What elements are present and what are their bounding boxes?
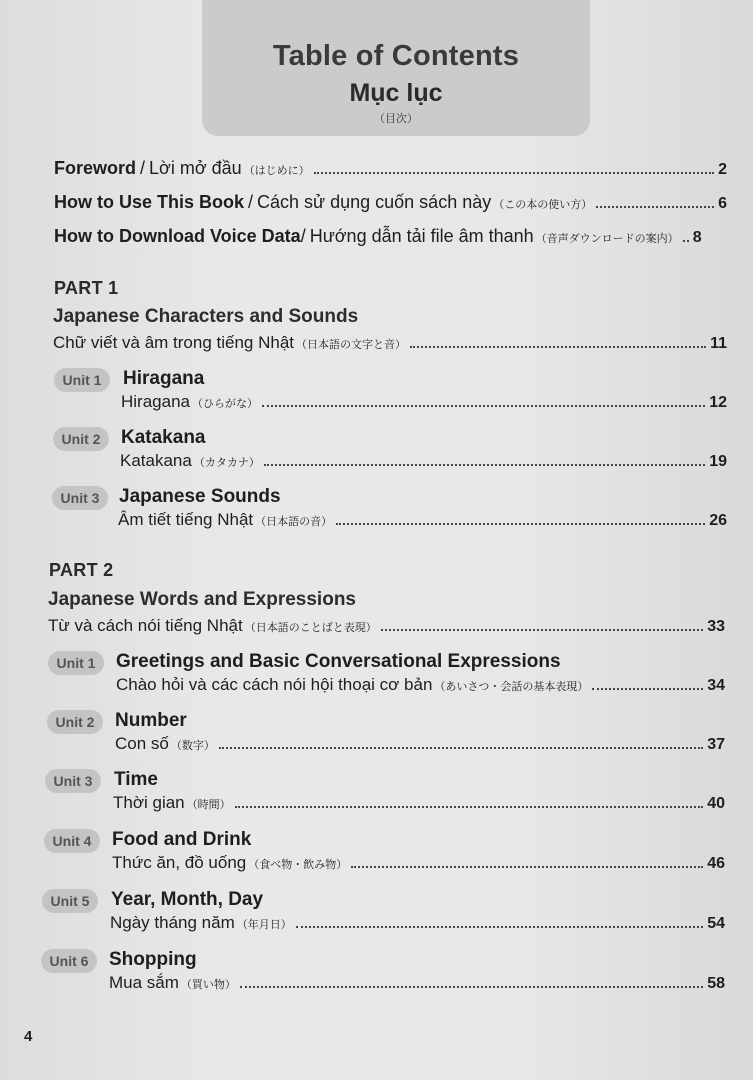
entry-page-number: 8 — [692, 229, 702, 246]
part-label: PART 2 — [49, 560, 114, 580]
dot-leader — [240, 985, 703, 988]
entry-title-vi: Từ và cách nói tiếng Nhật — [48, 616, 243, 635]
toc-entry-foreword[interactable] — [54, 158, 727, 179]
unit-title: Japanese Sounds — [119, 486, 281, 507]
entry-page-number: 58 — [707, 975, 725, 992]
toc-entry-unit[interactable] — [118, 510, 727, 530]
entry-page-number: 40 — [707, 795, 725, 812]
entry-title-vi: Ngày tháng năm — [110, 913, 235, 932]
entry-title-en: How to Download Voice Data — [54, 226, 301, 246]
page-number: 4 — [24, 1028, 33, 1045]
entry-title-ja: （年月日） — [236, 919, 292, 931]
unit-title: Time — [114, 769, 159, 790]
unit-title: Katakana — [121, 427, 206, 448]
dot-leader — [596, 205, 714, 208]
entry-title-vi: Chào hỏi và các cách nói hội thoại cơ bản — [116, 675, 433, 694]
entry-title-vi: Con số — [115, 734, 169, 753]
dot-leader — [592, 687, 703, 690]
entry-title-vi: Hướng dẫn tải file âm thanh — [309, 226, 534, 246]
toc-entry-unit[interactable] — [109, 973, 725, 993]
entry-page-number: 34 — [707, 677, 725, 694]
entry-title-ja: （この本の使い方） — [493, 199, 593, 211]
entry-page-number: 12 — [709, 394, 727, 411]
entry-page-number: 26 — [709, 512, 727, 529]
entry-title-ja: （日本語の文字と音） — [296, 339, 406, 351]
toc-title-japanese: （目次） — [374, 113, 418, 125]
toc-entry-part1[interactable] — [53, 333, 727, 353]
dot-leader — [410, 345, 706, 348]
part-title: Japanese Characters and Sounds — [53, 306, 359, 327]
unit-badge: Unit 3 — [45, 769, 101, 793]
unit-title: Food and Drink — [112, 829, 252, 850]
toc-entry-download[interactable] — [54, 226, 727, 247]
dot-leader — [351, 865, 703, 868]
unit-title: Shopping — [109, 949, 197, 970]
unit-title: Number — [115, 710, 187, 731]
entry-title-ja: （食べ物・飲み物） — [248, 859, 348, 871]
entry-title-ja: （買い物） — [180, 979, 236, 991]
dot-leader — [262, 404, 705, 407]
entry-title-vi: Thức ăn, đồ uống — [112, 853, 247, 872]
dot-leader — [683, 239, 689, 242]
unit-badge: Unit 5 — [42, 889, 98, 913]
entry-title-ja: （時間） — [186, 799, 231, 811]
toc-title-vietnamese: Mục lục — [349, 79, 443, 107]
entry-page-number: 33 — [707, 618, 725, 635]
toc-entry-unit[interactable] — [115, 734, 725, 754]
toc-entry-part2[interactable] — [48, 616, 725, 636]
unit-badge: Unit 1 — [48, 651, 104, 675]
dot-leader — [264, 463, 705, 466]
entry-page-number: 54 — [707, 915, 725, 932]
toc-entry-unit[interactable] — [110, 913, 725, 933]
entry-title-vi: Thời gian — [113, 793, 185, 812]
toc-entry-unit[interactable] — [113, 793, 725, 813]
toc-entry-unit[interactable] — [116, 675, 725, 695]
dot-leader — [336, 522, 705, 525]
toc-entry-how-to-use[interactable] — [54, 192, 727, 213]
unit-title: Year, Month, Day — [111, 889, 264, 910]
entry-title-ja: （あいさつ・会話の基本表現） — [434, 681, 589, 693]
entry-title-ja: （はじめに） — [243, 165, 310, 177]
entry-title-ja: （音声ダウンロードの案内） — [535, 233, 679, 245]
entry-page-number: 6 — [718, 195, 727, 212]
entry-title-vi: Mua sắm — [109, 973, 179, 992]
entry-title-ja: （カタカナ） — [193, 457, 260, 469]
entry-title-vi: Âm tiết tiếng Nhật — [118, 510, 254, 529]
entry-title-en: How to Use This Book — [54, 192, 245, 212]
slash-separator: / — [140, 158, 146, 178]
dot-leader — [296, 925, 703, 928]
slash-separator: / — [300, 226, 306, 246]
entry-page-number: 37 — [707, 736, 725, 753]
dot-leader — [219, 746, 703, 749]
part-title: Japanese Words and Expressions — [48, 589, 356, 610]
unit-title: Greetings and Basic Conversational Expressions — [116, 651, 561, 672]
entry-page-number: 11 — [710, 335, 727, 352]
entry-title-vi: Cách sử dụng cuốn sách này — [257, 192, 492, 212]
entry-title-vi: Chữ viết và âm trong tiếng Nhật — [53, 333, 294, 352]
entry-page-number: 19 — [709, 453, 727, 470]
toc-title-english: Table of Contents — [272, 40, 520, 72]
dot-leader — [381, 628, 704, 631]
entry-title-ja: （日本語の音） — [255, 516, 333, 528]
entry-title-en: Foreword — [54, 158, 137, 178]
toc-entry-unit[interactable] — [120, 451, 727, 471]
unit-title: Hiragana — [123, 368, 205, 389]
unit-badge: Unit 1 — [54, 368, 110, 392]
entry-title-vi: Hiragana — [121, 392, 190, 411]
toc-header — [202, 0, 590, 136]
toc-entry-unit[interactable] — [112, 853, 725, 873]
entry-title-vi: Lời mở đầu — [149, 158, 242, 178]
unit-badge: Unit 2 — [53, 427, 109, 451]
unit-badge: Unit 4 — [44, 829, 100, 853]
unit-badge: Unit 3 — [52, 486, 108, 510]
entry-title-ja: （ひらがな） — [192, 398, 258, 410]
entry-title-ja: （数字） — [170, 740, 215, 752]
unit-badge: Unit 2 — [47, 710, 103, 734]
entry-page-number: 46 — [707, 855, 725, 872]
toc-entry-unit[interactable] — [121, 392, 727, 412]
entry-title-vi: Katakana — [120, 451, 192, 470]
slash-separator: / — [248, 192, 254, 212]
dot-leader — [235, 805, 704, 808]
unit-badge: Unit 6 — [41, 949, 97, 973]
part-label: PART 1 — [54, 278, 119, 298]
dot-leader — [314, 171, 714, 174]
entry-title-ja: （日本語のことばと表現） — [244, 622, 377, 634]
entry-page-number: 2 — [718, 161, 727, 178]
